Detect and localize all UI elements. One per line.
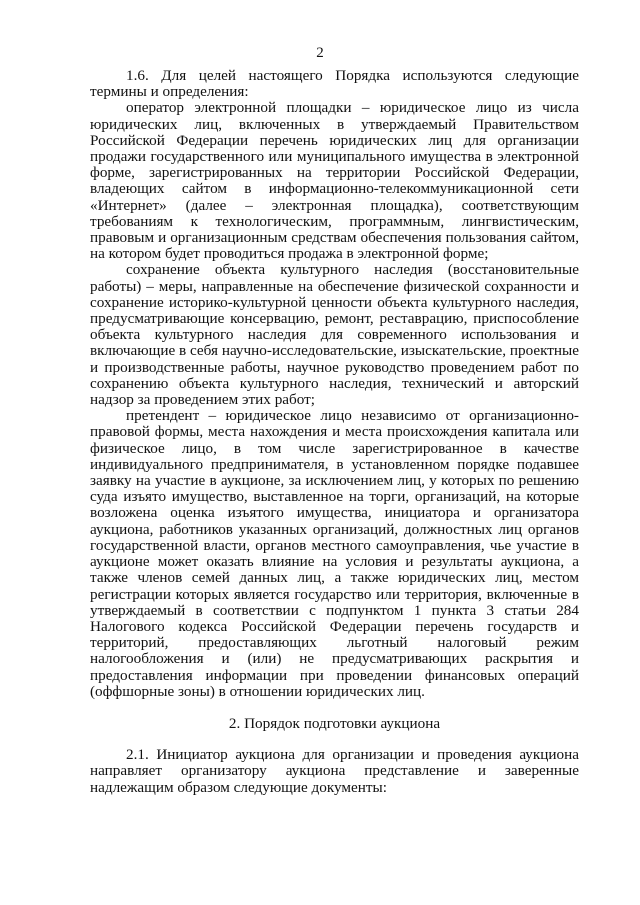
paragraph-1-6-intro: 1.6. Для целей настоящего Порядка используются следующие термины и определения: [90, 67, 579, 101]
paragraph-2-1: 2.1. Инициатор аукциона для организации и проведения аукциона направляет организатору аукциона представление и заверенные надлежащим образом следующие документы: [90, 746, 579, 796]
paragraph-applicant-definition: претендент – юридическое лицо независимо от организационно-правовой формы, места нахождения и места происхождения капитала или физическое лицо, в том числе зарегистрированное в качестве индивидуального предпринимателя, в установленном порядке подавшее заявку на участие в аукционе, за исключением лиц, у которых по решению суда изъято имущество, выставленное на торги, организаций, на которые возложена оценка изъятого имущества, инициатора и организатора аукциона, работников указанных организаций, должностных лиц органов государственной власти, органов местного самоуправления, чье участие в аукционе может оказать влияние на условия и результаты аукциона, а также членов семей данных лиц, а также юридических лиц, местом регистрации которых является государство или территория, включенные в утверждаемый в соответствии с подпунктом 1 пункта 3 статьи 284 Налогового кодекса Российской Федерации перечень государств и территорий, предоставляющих льготный налоговый режим налогообложения и (или) не предусматривающих раскрытия и предоставления информации при проведении финансовых операций (оффшорные зоны) в отношении юридических лиц. [90, 407, 579, 700]
page-number: 2 [316, 45, 324, 61]
paragraph-operator-definition: оператор электронной площадки – юридическое лицо из числа юридических лиц, включенных в утверждаемый Правительством Российской Федерации перечень юридических лиц для организации продажи государственного или муниципального имущества в электронной форме, зарегистрированных на территории Российской Федерации, владеющих сайтом в информационно-телекоммуникационной сети «Интернет» (далее – электронная площадка), соответствующим требованиям к технологическим, программным, лингвистическим, правовым и организационным средствам обеспечения пользования сайтом, на котором будет проводиться продажа в электронной форме; [90, 99, 579, 263]
document-body [90, 68, 579, 796]
section-heading: 2. Порядок подготовки аукциона [228, 714, 441, 732]
paragraph-heritage-preservation-definition: сохранение объекта культурного наследия (восстановительные работы) – меры, направленные на обеспечение физической сохранности и сохранение историко-культурной ценности объекта культурного наследия, предусматривающие консервацию, ремонт, реставрацию, приспособление объекта культурного наследия для современного использования и включающие в себя научно-исследовательские, изыскательские, проектные и производственные работы, научное руководство проведением работ по сохранению объекта культурного наследия, технический и авторский надзор за проведением этих работ; [90, 261, 579, 409]
